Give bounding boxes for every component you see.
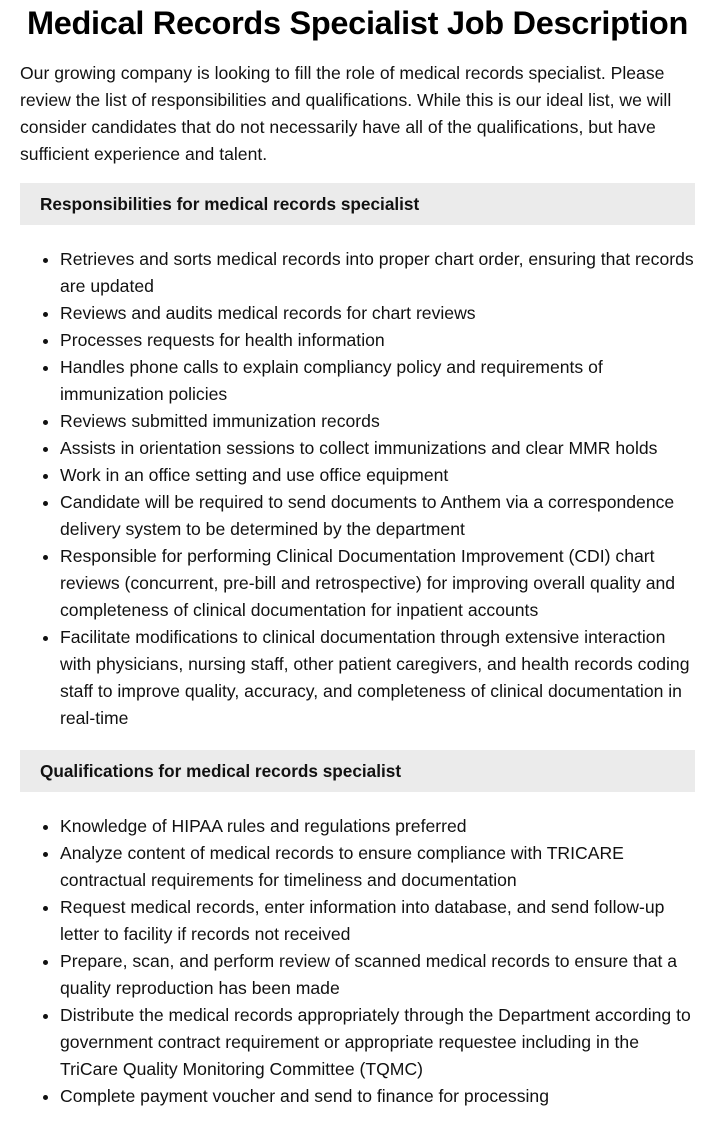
- list-item: • Work in an office setting and use office equipment: [60, 462, 695, 489]
- list-item: • Processes requests for health information: [60, 327, 695, 354]
- qualifications-list: [20, 813, 695, 1110]
- list-item: • Request medical records, enter information into database, and send follow-up letter to facility if records not received: [60, 894, 695, 948]
- responsibilities-section: [20, 183, 695, 732]
- responsibilities-heading: Responsibilities for medical records specialist: [20, 183, 695, 225]
- list-item: • Candidate will be required to send documents to Anthem via a correspondence delivery system to be determined by the department: [60, 489, 695, 543]
- list-item: • Knowledge of HIPAA rules and regulations preferred: [60, 813, 695, 840]
- list-item: • Retrieves and sorts medical records into proper chart order, ensuring that records are updated: [60, 246, 695, 300]
- responsibilities-list: [20, 246, 695, 732]
- list-item: • Responsible for performing Clinical Documentation Improvement (CDI) chart reviews (concurrent, pre-bill and retrospective) for improving overall quality and completeness of clinical documentation for inpatient accounts: [60, 543, 695, 624]
- qualifications-heading: Qualifications for medical records specialist: [20, 750, 695, 792]
- list-item: • Assists in orientation sessions to collect immunizations and clear MMR holds: [60, 435, 695, 462]
- list-item: • Reviews submitted immunization records: [60, 408, 695, 435]
- list-item: • Handles phone calls to explain compliancy policy and requirements of immunization policies: [60, 354, 695, 408]
- qualifications-section: [20, 750, 695, 1110]
- list-item: • Reviews and audits medical records for chart reviews: [60, 300, 695, 327]
- list-item: • Distribute the medical records appropriately through the Department according to government contract requirement or appropriate requestee including in the TriCare Quality Monitoring Committee (TQMC): [60, 1002, 695, 1083]
- list-item: • Analyze content of medical records to ensure compliance with TRICARE contractual requirements for timeliness and documentation: [60, 840, 695, 894]
- intro-paragraph: Our growing company is looking to fill the role of medical records specialist. Please review the list of responsibilities and qualifications. While this is our ideal list, we will consider candidates that do not necessarily have all of the qualifications, but have sufficient experience and talent.: [20, 63, 672, 164]
- page-title: Medical Records Specialist Job Description: [26, 5, 689, 41]
- list-item: • Facilitate modifications to clinical documentation through extensive interaction with physicians, nursing staff, other patient caregivers, and health records coding staff to improve quality, accuracy, and completeness of clinical documentation in real-time: [60, 624, 695, 732]
- list-item: • Prepare, scan, and perform review of scanned medical records to ensure that a quality reproduction has been made: [60, 948, 695, 1002]
- list-item: • Complete payment voucher and send to finance for processing: [60, 1083, 695, 1110]
